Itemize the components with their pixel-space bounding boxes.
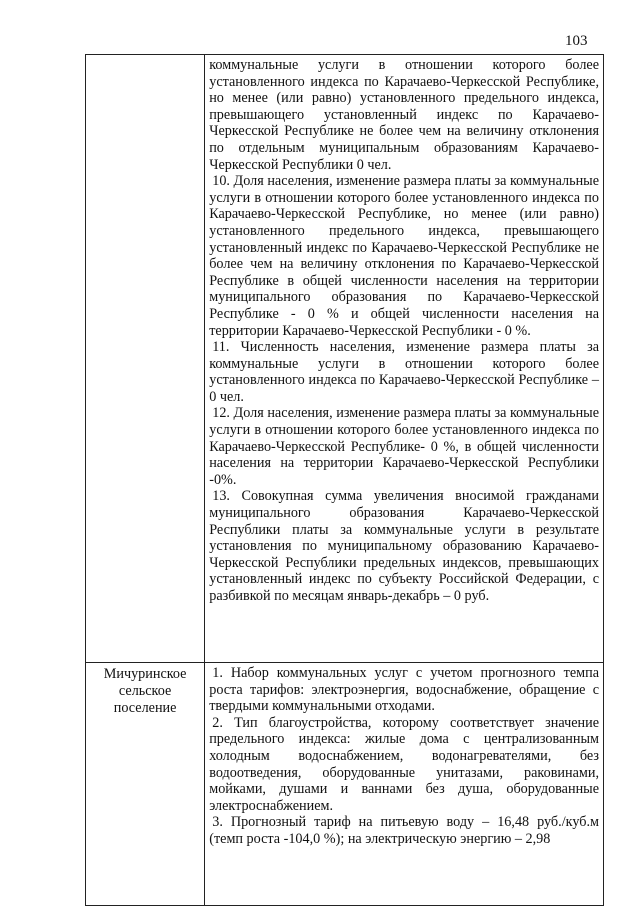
table-row	[86, 55, 604, 663]
paragraph-2: 2. Тип благоустройства, которому соответствует значение предельного индекса: жилые дома с централизованным холодным водоснабжением, водонагревателями, без водоотведения, оборудованные унитазами, раковинами, мойками, душами и ваннами без душа, оборудованные электроснабжением.	[209, 714, 599, 814]
municipality-cell-empty	[86, 55, 205, 663]
indicators-text	[209, 665, 599, 905]
paragraph-12: 12. Доля населения, изменение размера платы за коммунальные услуги в отношении которого более установленного индекса по Карачаево-Черкесской Республике- 0 %, в общей численности населения на территории Карачаево-Черкесской Республики -0%.	[209, 405, 599, 488]
municipality-name-line: сельское	[118, 683, 172, 699]
table-row	[86, 663, 604, 906]
paragraph-3: 3. Прогнозный тариф на питьевую воду – 16,48 руб./куб.м (темп роста -104,0 %); на электрическую энергию – 2,98	[209, 814, 599, 847]
municipality-name-line: Мичуринское	[103, 666, 187, 682]
document-table	[85, 54, 604, 906]
paragraph-10: 10. Доля населения, изменение размера платы за коммунальные услуги в отношении которого более установленного индекса по Карачаево-Черкесской Республике, но менее (или равно) установленного предельного индекса, превышающего установленный индекс по Карачаево-Черкесской Республике не более чем на величину отклонения по Карачаево-Черкесской Республике в общей численности населения на территории муниципального образования по Карачаево-Черкесской Республике - 0 % и общей численности населения на территории Карачаево-Черкесской Республики - 0 %.	[209, 173, 599, 339]
paragraph-13: 13. Совокупная сумма увеличения вносимой гражданами муниципального образования Карачаево-Черкесской Республики платы за коммунальные услуги в результате установления по муниципальному образованию Карачаево-Черкесской Республики предельных индексов, превышающих установленный индекс по субъекту Российской Федерации, с разбивкой по месяцам январь-декабрь – 0 руб.	[209, 488, 599, 604]
paragraph-11: 11. Численность населения, изменение размера платы за коммунальные услуги в отношении которого более установленного индекса по Карачаево-Черкесской Республике – 0 чел.	[209, 339, 599, 405]
municipality-cell	[86, 663, 205, 906]
paragraph-1: 1. Набор коммунальных услуг с учетом прогнозного темпа роста тарифов: электроэнергия, водоснабжение, обращение с твердыми коммунальными отходами.	[209, 665, 599, 715]
municipality-name-line: поселение	[113, 700, 177, 716]
paragraph-9-continuation: коммунальные услуги в отношении которого более установленного индекса по Карачаево-Черкесской Республике, но менее (или равно) установленного предельного индекса, превышающего установленный индекс по Карачаево-Черкесской Республике не более чем на величину отклонения по отдельным муниципальным образованиям Карачаево-Черкесской Республики 0 чел.	[209, 57, 599, 173]
indicators-cell	[205, 663, 604, 906]
page-number: 103	[565, 33, 588, 49]
indicators-cell	[205, 55, 604, 663]
